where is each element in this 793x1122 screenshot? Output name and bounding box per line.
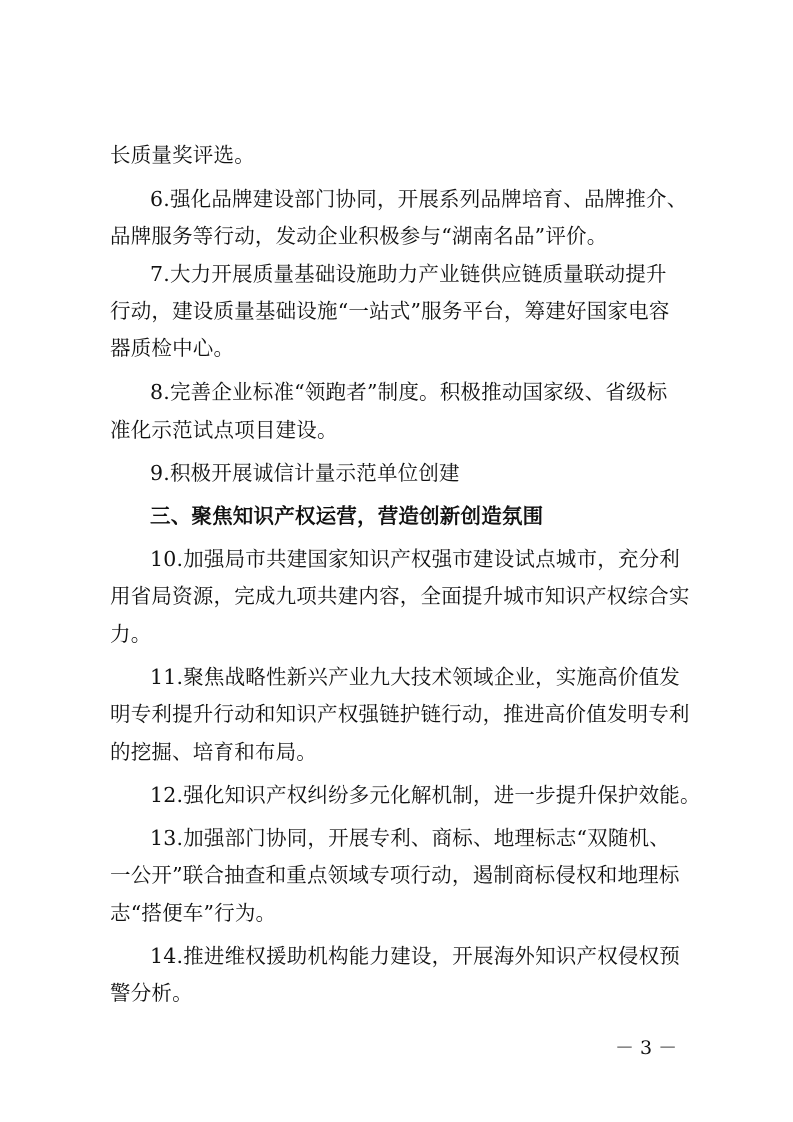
paragraph-line: 8.完善企业标准“领跑者”制度。积极推动国家级、省级标: [150, 380, 668, 404]
page-number: － 3 －: [615, 1037, 678, 1059]
paragraph-line: 一公开”联合抽查和重点领域专项行动，遏制商标侵权和地理标: [110, 863, 680, 887]
paragraph-line: 警分析。: [110, 981, 193, 1005]
section-heading: 三、聚焦知识产权运营，营造创新创造氛围: [150, 504, 544, 528]
paragraph-line: 14.推进维权援助机构能力建设，开展海外知识产权侵权预: [150, 944, 681, 968]
paragraph-line: 志“搭便车”行为。: [110, 901, 277, 925]
paragraph-line: 12.强化知识产权纠纷多元化解机制，进一步提升保护效能。: [150, 783, 701, 807]
paragraph-line: 力。: [110, 622, 152, 646]
paragraph-line: 7.大力开展质量基础设施助力产业链供应链质量联动提升: [150, 262, 667, 286]
paragraph-line: 11.聚焦战略性新兴产业九大技术领域企业，实施高价值发: [150, 665, 681, 689]
paragraph-line: 器质检中心。: [110, 336, 235, 360]
paragraph-line: 用省局资源，完成九项共建内容，全面提升城市知识产权综合实: [110, 584, 690, 608]
paragraph-line: 10.加强局市共建国家知识产权强市建设试点城市，充分利: [150, 547, 681, 571]
paragraph-line: 9.积极开展诚信计量示范单位创建: [150, 461, 460, 485]
paragraph-line: 的挖掘、培育和布局。: [110, 740, 317, 764]
paragraph-line: 准化示范试点项目建设。: [110, 418, 338, 442]
paragraph-line: 品牌服务等行动，发动企业积极参与“湖南名品”评价。: [110, 224, 608, 248]
paragraph-line: 明专利提升行动和知识产权强链护链行动，推进高价值发明专利: [110, 702, 690, 726]
paragraph-line: 长质量奖评选。: [110, 143, 255, 167]
paragraph-line: 6.强化品牌建设部门协同，开展系列品牌培育、品牌推介、: [150, 187, 688, 211]
paragraph-line: 行动，建设质量基础设施“一站式”服务平台，筹建好国家电容: [110, 299, 670, 323]
paragraph-line: 13.加强部门协同，开展专利、商标、地理标志“双随机、: [150, 826, 670, 850]
